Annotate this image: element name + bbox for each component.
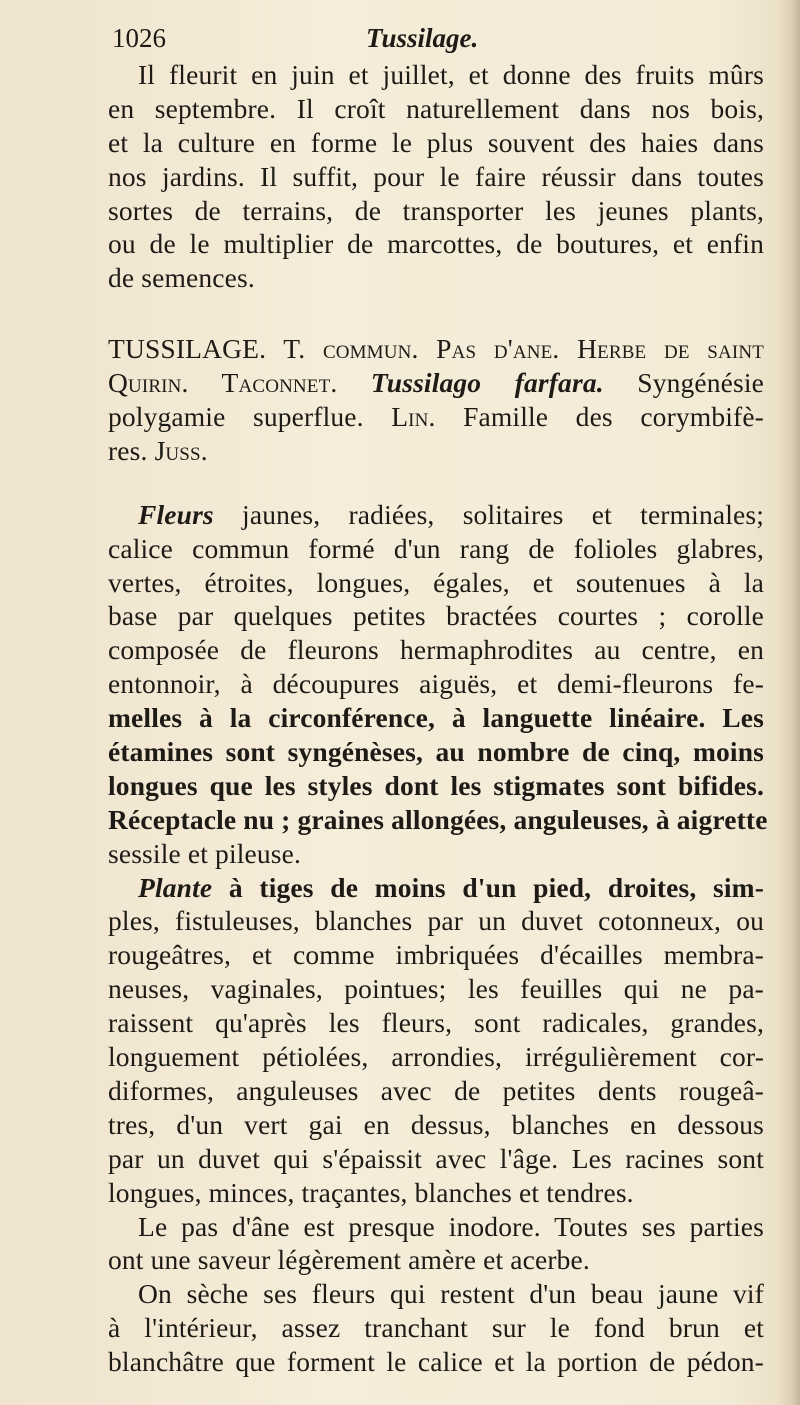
entry-common-names: commun. Pas d'ane. Herbe de saint [322,333,764,365]
family: Famille des corymbifè- [435,401,764,433]
entry-common-names-cont: Quirin. Taconnet. [108,367,371,399]
text-line: neuses, vaginales, pointues; les feuilles qui ne pa- [108,973,764,1005]
latin-name: Tussilago farfara. [370,367,604,399]
entry-line-2 [108,366,764,400]
text-line: sessile et pileuse. [108,837,302,869]
text-span: jaunes, radiées, solitaires et terminales; [213,498,764,530]
page-header [108,18,764,58]
entry-line-3 [108,400,764,434]
page-edge-shadow [778,0,800,1405]
text-line: blanchâtre que forment le calice et la portion de pédon- [108,1346,764,1378]
text-line: sortes de terrains, de transporter les jeunes plants, [108,194,764,226]
text-line: longuement pétiolées, arrondies, irrégulièrement cor- [108,1041,764,1073]
spacer [108,468,764,498]
text-line: étamines sont syngénèses, au nombre de cinq, moins [108,736,764,768]
paragraph-sechage [108,1277,764,1379]
paragraph-plante [108,871,764,1210]
text-line: de semences. [108,262,255,294]
entry-heading [108,332,764,468]
paragraph-flowering [108,58,764,295]
text-line: longues, minces, traçantes, blanches et tendres. [108,1176,634,1208]
text-span: à tiges de moins d'un pied, droites, sim- [212,871,764,903]
text-line: longues que les styles dont les stigmates sont bifides. [108,769,764,801]
text-line: raissent qu'après les fleurs, sont radicales, grandes, [108,1007,764,1039]
text-line: tres, d'un vert gai en dessus, blanches en dessous [108,1108,764,1140]
text-line: ont une saveur légèrement amère et acerbe. [108,1244,590,1276]
lead-word-fleurs: Fleurs [138,498,214,530]
text-line: diformes, anguleuses avec de petites dents rougeâ- [108,1074,764,1106]
text-line: rougeâtres, et comme imbriquées d'écailles membra- [108,939,764,971]
author-lin: Lin. [391,401,436,433]
text-line: Le pas d'âne est presque inodore. Toutes ses parties [138,1210,764,1242]
text-line: et la culture en forme le plus souvent des haies dans [108,126,764,158]
spacer [108,295,764,332]
entry-line-1 [108,332,764,366]
text-line: en septembre. Il croît naturellement dans nos bois, [108,92,764,124]
classification: Syngénésie [603,367,764,399]
text-line: composée de fleurons hermaphrodites au centre, en [108,634,764,666]
text-line: Il fleurit en juin et juillet, et donne des fruits mûrs [138,59,764,90]
text-line [108,498,764,532]
author-juss: Juss. [154,434,208,466]
classification-cont: polygamie superflue. [108,401,392,433]
text-block [108,18,768,1379]
text-line: vertes, étroites, longues, égales, et soutenues à la [108,566,764,598]
text-line [108,871,764,905]
text-line: On sèche ses fleurs qui restent d'un beau jaune vif [138,1278,764,1310]
text-line: par un duvet qui s'épaissit avec l'âge. Les racines sont [108,1142,764,1174]
text-line: base par quelques petites bractées courtes ; corolle [108,600,764,632]
entry-title: TUSSILAGE. T. [108,333,323,365]
paragraph-fleurs [108,498,768,871]
paragraph-odeur [108,1210,764,1278]
lead-word-plante: Plante [138,871,213,903]
text-line: calice commun formé d'un rang de folioles glabres, [108,532,764,564]
text-line: melles à la circonférence, à languette linéaire. Les [108,702,764,734]
entry-line-4 [108,434,764,468]
text-line: à l'intérieur, assez tranchant sur le fond brun et [108,1312,764,1344]
text-line: nos jardins. Il suffit, pour le faire réussir dans toutes [108,160,764,192]
text-line: ou de le multiplier de marcottes, de boutures, et enfin [108,228,764,260]
page-number: 1026 [112,23,166,53]
text-line: ples, fistuleuses, blanches par un duvet cotonneux, ou [108,905,764,937]
running-title: Tussilage. [366,23,479,53]
text-line: entonnoir, à découpures aiguës, et demi-fleurons fe- [108,668,764,700]
text-line: Réceptacle nu ; graines allongées, anguleuses, à aigrette [108,803,768,835]
family-cont: res. [108,434,155,466]
